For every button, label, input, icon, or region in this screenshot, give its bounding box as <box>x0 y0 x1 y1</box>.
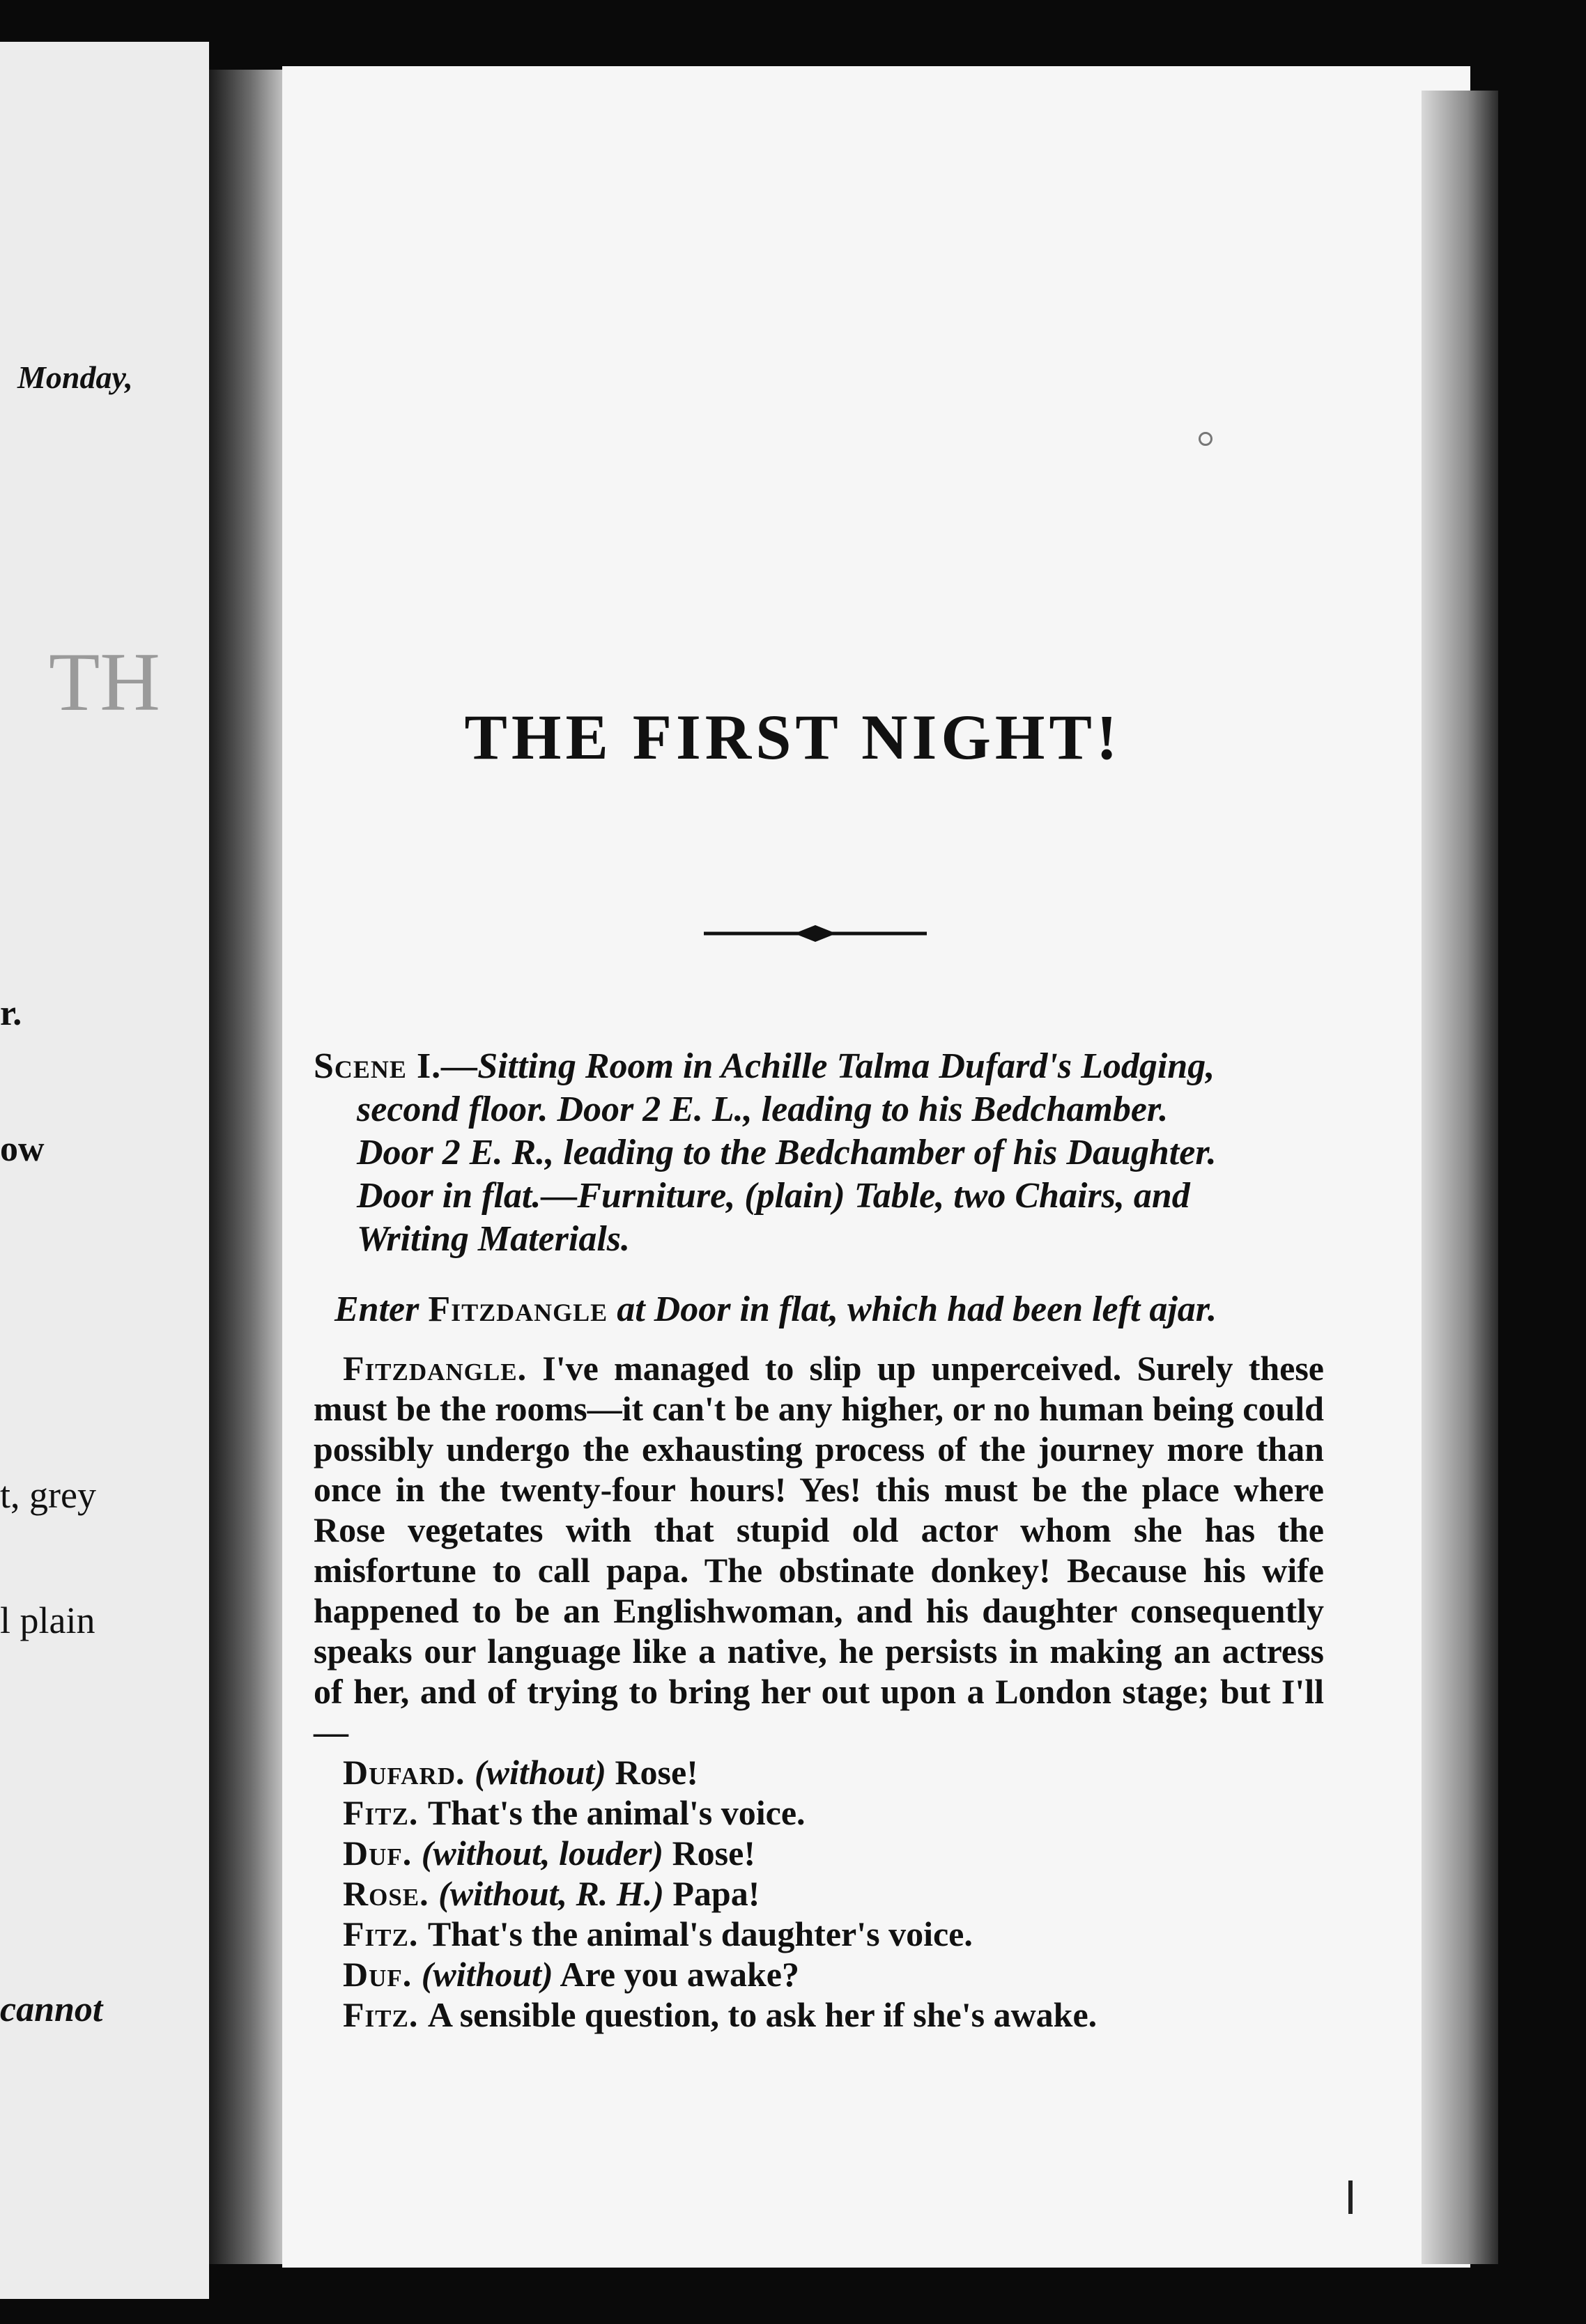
scene-label: Scene I. <box>314 1046 442 1086</box>
dialogue-text: That's the animal's daughter's voice. <box>427 1914 973 1953</box>
direction-pre: Enter <box>334 1289 429 1329</box>
speaker-name: Duf. <box>343 1834 422 1873</box>
dialogue-text: Are you awake? <box>553 1955 799 1994</box>
left-page <box>0 42 209 2299</box>
left-fragment: Monday, <box>17 359 133 395</box>
dialogue-line <box>314 1914 1324 1954</box>
stage-direction-inline: (without, louder) <box>421 1834 664 1873</box>
left-fragment: t, grey <box>0 1474 96 1516</box>
speaker-name: Rose. <box>343 1874 439 1913</box>
speaker-name: Fitz. <box>343 1914 428 1953</box>
ornament-rule <box>704 920 927 947</box>
stage-direction <box>334 1289 1345 1330</box>
speaker-name: Duf. <box>343 1955 422 1994</box>
direction-post: at Door in flat, which had been left ajar. <box>608 1289 1217 1329</box>
scene-heading-line: Door 2 E. R., leading to the Bedchamber of his Daughter. <box>357 1133 1217 1172</box>
left-fragment: TH <box>49 635 160 728</box>
scene-heading-line: second floor. Door 2 E. L., leading to his Bedchamber. <box>357 1090 1169 1129</box>
dialogue-lines <box>314 1752 1324 2035</box>
speaker-name: Fitz. <box>343 1793 428 1832</box>
dialogue-line <box>314 1792 1324 1833</box>
speech <box>314 1348 1324 1752</box>
dialogue-text: Rose! <box>606 1753 698 1792</box>
page-title: THE FIRST NIGHT! <box>464 702 1122 773</box>
scene-heading-line: Door in flat.—Furniture, (plain) Table, two Chairs, and <box>357 1176 1190 1216</box>
dialogue-text: Papa! <box>663 1874 760 1913</box>
dialogue-text: That's the animal's voice. <box>427 1793 806 1832</box>
left-fragment: l plain <box>0 1599 95 1641</box>
left-fragment: r. <box>0 993 22 1033</box>
stage-direction-inline: (without) <box>475 1753 606 1792</box>
character-name: Fitzdangle <box>428 1289 608 1329</box>
speech-text: I've managed to slip up unperceived. Surely these must be the rooms—it can't be any higher, or no human being could possibly undergo the exhausting process of the journey more than once in the twenty-four hours! Yes! this must be the place where Rose vegetates with that stupid old actor whom she has the misfortune to call papa. The obstinate donkey! Because his wife happened to be an Englishwoman, and his daughter consequently speaks our language like a native, he persists in making an actress of her, and of trying to bring her out upon a London stage; but I'll— <box>314 1349 1324 1751</box>
ink-mark <box>1199 432 1212 446</box>
left-fragment: ow <box>0 1129 45 1169</box>
left-fragment: cannot <box>0 1990 103 2029</box>
dialogue-line <box>314 1873 1324 1914</box>
scene-heading-line: Writing Materials. <box>357 1219 631 1259</box>
dialogue-line <box>314 1994 1324 2035</box>
speaker-name: Fitz. <box>343 1995 428 2034</box>
dialogue-line <box>314 1752 1324 1792</box>
page-edge <box>1422 91 1498 2264</box>
speaker-name: Dufard. <box>343 1753 475 1792</box>
ink-mark <box>1348 2180 1353 2214</box>
dialogue-block <box>314 1348 1324 2035</box>
stage-direction-inline: (without, R. H.) <box>438 1874 664 1913</box>
dialogue-line <box>314 1833 1324 1873</box>
scene-heading-text: —Sitting Room in Achille Talma Dufard's Lodging, <box>441 1046 1215 1086</box>
book-gutter <box>209 70 286 2264</box>
dialogue-line <box>314 1954 1324 1994</box>
dialogue-text: Rose! <box>663 1834 755 1873</box>
stage-direction-inline: (without) <box>421 1955 553 1994</box>
scene-heading <box>314 1045 1324 1261</box>
dialogue-text: A sensible question, to ask her if she's awake. <box>427 1995 1098 2034</box>
speaker-name: Fitzdangle. <box>343 1349 528 1388</box>
